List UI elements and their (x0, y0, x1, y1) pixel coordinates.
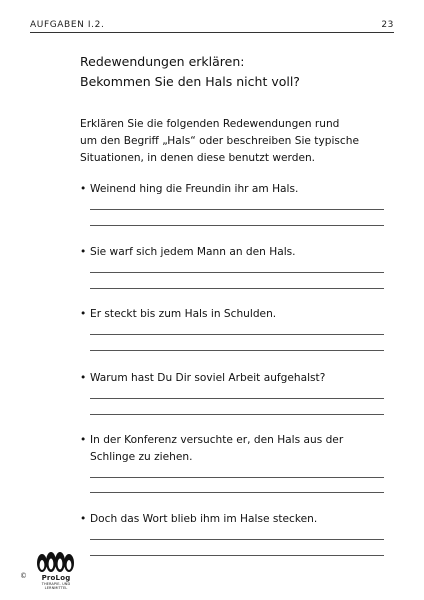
task-text: Er steckt bis zum Hals in Schulden. (90, 308, 277, 320)
instruction-text (80, 116, 410, 167)
bullet-icon: • (80, 308, 87, 320)
bullet-icon: • (80, 183, 87, 195)
answer-line[interactable] (90, 398, 384, 399)
task-text: Doch das Wort blieb ihm im Halse stecken. (90, 513, 318, 525)
page-number: 23 (381, 20, 394, 30)
title-line-1: Redewendungen erklären: (80, 54, 245, 69)
task-item (80, 181, 390, 198)
logo-tagline-line-1: THERAPIE- UND (41, 582, 71, 586)
logo-tagline-line-2: LERNMITTEL (44, 586, 68, 590)
answer-line[interactable] (90, 225, 384, 226)
title-line-2: Bekommen Sie den Hals nicht voll? (80, 74, 300, 89)
logo-tagline (35, 582, 77, 590)
answer-line[interactable] (90, 209, 384, 210)
instruction-line-1: Erklären Sie die folgenden Redewendungen rund (80, 118, 340, 130)
task-item (80, 306, 390, 323)
answer-line[interactable] (90, 477, 384, 478)
answer-line[interactable] (90, 539, 384, 540)
task-text: Weinend hing die Freundin ihr am Hals. (90, 183, 299, 195)
bullet-icon: • (80, 434, 87, 446)
answer-line[interactable] (90, 272, 384, 273)
answer-line[interactable] (90, 288, 384, 289)
task-text: Sie warf sich jedem Mann an den Hals. (90, 246, 296, 258)
bullet-icon: • (80, 513, 87, 525)
page-header (30, 14, 394, 30)
header-divider (30, 32, 394, 33)
instruction-line-3: Situationen, in denen diese benutzt werden. (80, 152, 316, 164)
task-item (80, 432, 390, 466)
penguins-icon (35, 548, 77, 574)
worksheet-title (80, 52, 400, 92)
publisher-logo (35, 548, 77, 594)
answer-line[interactable] (90, 414, 384, 415)
copyright-symbol: © (20, 572, 27, 580)
task-item (80, 511, 390, 528)
page-footer (20, 548, 77, 594)
instruction-line-2: um den Begriff „Hals“ oder beschreiben Sie typische (80, 135, 359, 147)
task-text: Warum hast Du Dir soviel Arbeit aufgehalst? (90, 372, 326, 384)
answer-line[interactable] (90, 555, 384, 556)
task-item (80, 370, 390, 387)
section-label: AUFGABEN I.2. (30, 20, 105, 30)
task-text-continued: Schlinge zu ziehen. (90, 451, 193, 463)
bullet-icon: • (80, 246, 87, 258)
answer-line[interactable] (90, 334, 384, 335)
bullet-icon: • (80, 372, 87, 384)
task-text: In der Konferenz versuchte er, den Hals aus der (90, 434, 344, 446)
task-item (80, 244, 390, 261)
answer-line[interactable] (90, 492, 384, 493)
logo-wordmark: ProLog (41, 574, 71, 582)
answer-line[interactable] (90, 350, 384, 351)
